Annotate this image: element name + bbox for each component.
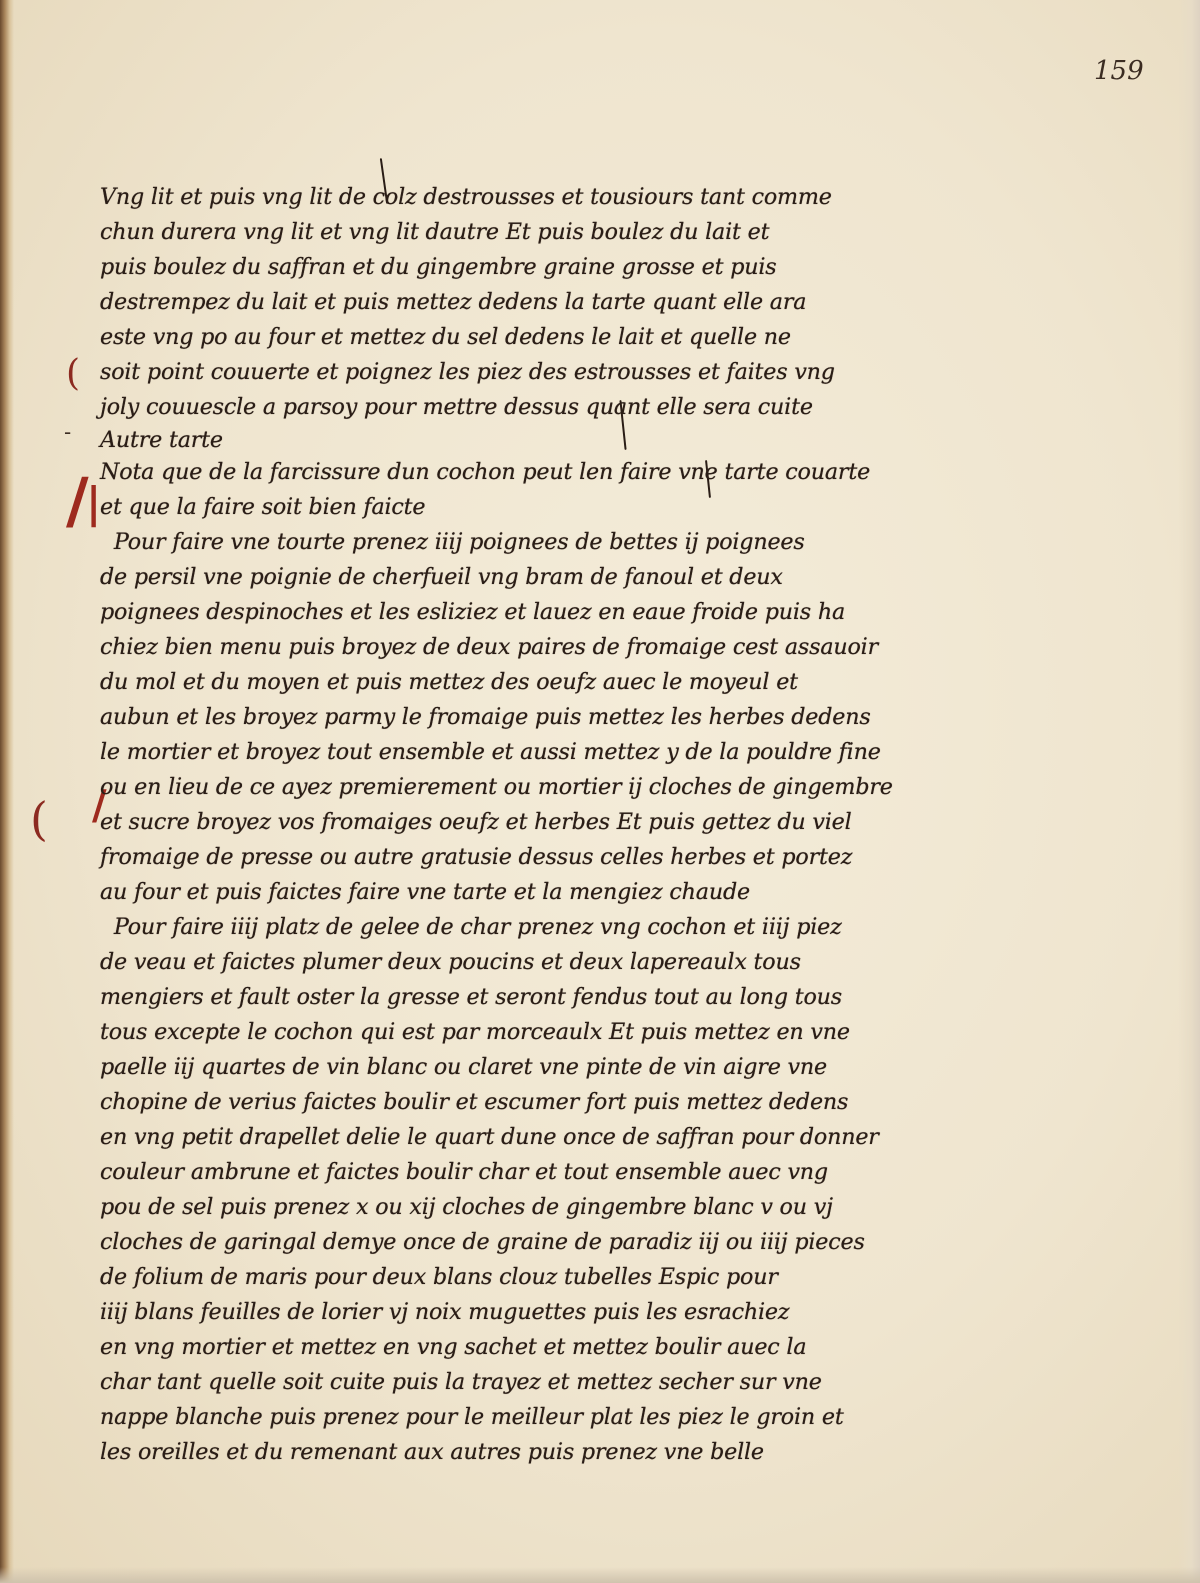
paragraph-mark-1: / [66,464,89,537]
text-line: paelle iij quartes de vin blanc ou claret vne pinte de vin aigre vne [100,1054,827,1080]
text-line: chopine de verius faictes boulir et escumer fort puis mettez dedens [100,1089,849,1115]
text-line: char tant quelle soit cuite puis la trayez et mettez secher sur vne [100,1369,822,1395]
text-line: este vng po au four et mettez du sel dedens le lait et quelle ne [100,324,791,350]
text-line: de persil vne poignie de cherfueil vng bram de fanoul et deux [100,564,783,590]
text-line: chiez bien menu puis broyez de deux paires de fromaige cest assauoir [100,634,879,660]
text-line: de veau et faictes plumer deux poucins et deux lapereaulx tous [100,949,801,975]
margin-dash: - [64,420,72,444]
text-line: fromaige de presse ou autre gratusie dessus celles herbes et portez [100,844,853,870]
text-line: ou en lieu de ce ayez premierement ou mortier ij cloches de gingembre [100,774,893,800]
folio-number: 159 [1094,56,1144,86]
text-line: Vng lit et puis vng lit de colz destrousses et tousiours tant comme [100,184,832,210]
text-line: couleur ambrune et faictes boulir char et tout ensemble auec vng [100,1159,828,1185]
text-line: joly couuescle a parsoy pour mettre dessus quant elle sera cuite [100,394,813,420]
text-line: Nota que de la farcissure dun cochon peut len faire vne tarte couarte [100,459,871,485]
text-line: Pour faire iiij platz de gelee de char prenez vng cochon et iiij piez [113,914,842,940]
text-line: destrempez du lait et puis mettez dedens la tarte quant elle ara [100,289,807,315]
text-line: et que la faire soit bien faicte [100,494,426,520]
section-heading: Autre tarte [100,427,223,453]
text-line: en vng mortier et mettez en vng sachet et mettez boulir auec la [100,1334,807,1360]
text-line: puis boulez du saffran et du gingembre graine grosse et puis [100,254,777,280]
page-right-edge [1178,0,1200,1583]
margin-bracket-2: ( [30,792,48,846]
text-line: du mol et du moyen et puis mettez des oeufz auec le moyeul et [100,669,798,695]
text-line: soit point couuerte et poignez les piez des estrousses et faites vng [100,359,835,385]
text-line: les oreilles et du remenant aux autres puis prenez vne belle [100,1439,764,1465]
text-line: chun durera vng lit et vng lit dautre Et puis boulez du lait et [100,219,770,245]
binding-edge [0,0,14,1583]
margin-bracket-1: ( [66,353,81,394]
text-line: pou de sel puis prenez x ou xij cloches de gingembre blanc v ou vj [100,1194,833,1220]
text-line: mengiers et fault oster la gresse et seront fendus tout au long tous [100,984,843,1010]
text-line: en vng petit drapellet delie le quart dune once de saffran pour donner [100,1124,879,1150]
text-line: tous excepte le cochon qui est par morceaulx Et puis mettez en vne [100,1019,850,1045]
text-block [100,180,960,1470]
paragraph-mark-2: | [86,478,102,527]
text-line: et sucre broyez vos fromaiges oeufz et herbes Et puis gettez du viel [100,809,852,835]
text-line: au four et puis faictes faire vne tarte et la mengiez chaude [100,879,750,905]
page-bottom-edge [0,1567,1200,1583]
paragraph-mark-3: / [92,782,107,829]
text-line: aubun et les broyez parmy le fromaige puis mettez les herbes dedens [100,704,871,730]
text-line: le mortier et broyez tout ensemble et aussi mettez y de la pouldre fine [100,739,881,765]
text-line: de folium de maris pour deux blans clouz tubelles Espic pour [100,1264,778,1290]
text-line: cloches de garingal demye once de graine de paradiz iij ou iiij pieces [100,1229,865,1255]
text-line: nappe blanche puis prenez pour le meilleur plat les piez le groin et [100,1404,844,1430]
text-line: Pour faire vne tourte prenez iiij poignees de bettes ij poignees [113,529,805,555]
text-line: poignees despinoches et les esliziez et lauez en eaue froide puis ha [100,599,846,625]
text-line: iiij blans feuilles de lorier vj noix muguettes puis les esrachiez [100,1299,790,1325]
